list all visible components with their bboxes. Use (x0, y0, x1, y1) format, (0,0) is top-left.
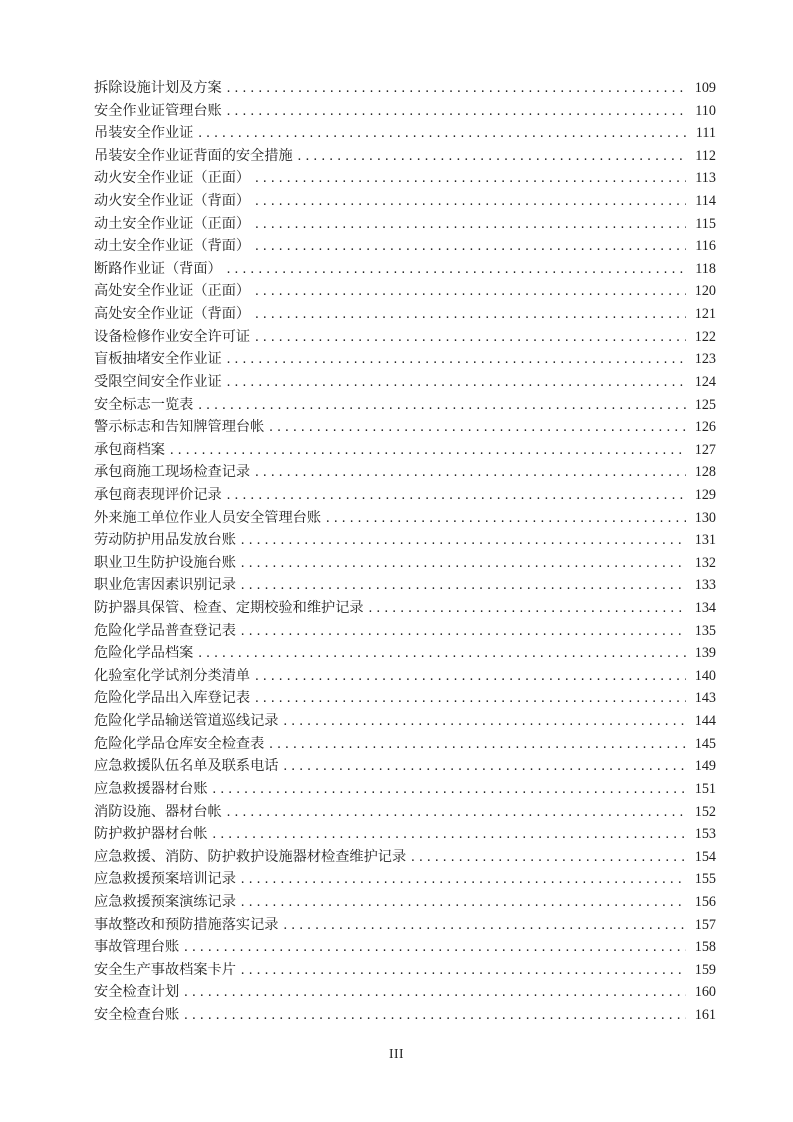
toc-entry-page: 114 (695, 193, 716, 210)
toc-leader-dots (369, 597, 686, 620)
toc-leader-dots (213, 778, 686, 801)
toc-entry-title: 危险化学品仓库安全检查表 (94, 735, 265, 752)
toc-leader-dots (241, 959, 686, 982)
toc-entry-page: 110 (695, 102, 716, 119)
toc-entry-title: 受限空间安全作业证 (94, 373, 222, 390)
footer-page-number: III (389, 1046, 404, 1061)
toc-entry[interactable] (94, 348, 716, 371)
toc-leader-dots (255, 303, 686, 326)
toc-entry-title: 化验室化学试剂分类清单 (94, 667, 251, 684)
toc-entry-title: 拆除设施计划及方案 (94, 80, 222, 96)
toc-entry-title: 危险化学品出入库登记表 (94, 690, 251, 707)
toc-leader-dots (241, 529, 686, 552)
toc-entry-title: 应急救援队伍名单及联系电话 (94, 758, 279, 775)
toc-leader-dots (255, 326, 686, 349)
toc-leader-dots (227, 77, 686, 100)
toc-entry[interactable] (94, 891, 716, 914)
toc-entry-title: 应急救援预案演练记录 (94, 893, 236, 910)
toc-entry[interactable] (94, 461, 716, 484)
toc-entry-title: 消防设施、器材台帐 (94, 803, 222, 820)
toc-entry-page: 132 (694, 554, 716, 571)
toc-entry-page: 121 (694, 306, 716, 323)
toc-entry[interactable] (94, 868, 716, 891)
toc-entry-title: 职业危害因素识别记录 (94, 577, 236, 594)
toc-entry[interactable] (94, 394, 716, 417)
toc-entry[interactable] (94, 733, 716, 756)
toc-entry-page: 155 (694, 871, 716, 888)
toc-entry-title: 应急救援器材台账 (94, 780, 208, 797)
toc-entry-page: 160 (694, 984, 716, 1001)
toc-entry[interactable] (94, 620, 716, 643)
toc-leader-dots (227, 484, 686, 507)
toc-entry[interactable] (94, 190, 716, 213)
toc-entry[interactable] (94, 100, 716, 123)
toc-entry-title: 事故整改和预防措施落实记录 (94, 916, 279, 933)
toc-entry[interactable] (94, 1004, 716, 1027)
toc-entry-page: 134 (694, 600, 716, 617)
toc-entry-title: 应急救援、消防、防护救护设施器材检查维护记录 (94, 848, 407, 865)
toc-entry-page: 139 (694, 645, 716, 662)
toc-entry-page: 156 (694, 893, 716, 910)
toc-leader-dots (241, 891, 686, 914)
toc-entry-title: 外来施工单位作业人员安全管理台账 (94, 509, 322, 526)
toc-entry[interactable] (94, 416, 716, 439)
toc-entry-page: 159 (694, 961, 716, 978)
toc-entry-title: 高处安全作业证（正面） (94, 283, 251, 300)
toc-entry-title: 危险化学品普查登记表 (94, 622, 236, 639)
toc-entry-page: 123 (694, 351, 716, 368)
toc-leader-dots (184, 936, 686, 959)
toc-entry[interactable] (94, 936, 716, 959)
toc-entry-page: 157 (694, 916, 716, 933)
toc-leader-dots (198, 122, 686, 145)
toc-entry-page: 161 (694, 1006, 716, 1023)
toc-entry-page: 131 (694, 532, 716, 549)
toc-entry-title: 承包商档案 (94, 441, 165, 458)
toc-entry-page: 158 (694, 939, 716, 956)
toc-leader-dots (255, 235, 686, 258)
toc-entry[interactable] (94, 801, 716, 824)
toc-entry-page: 144 (694, 713, 716, 730)
toc-leader-dots (255, 687, 686, 710)
toc-entry-title: 盲板抽堵安全作业证 (94, 351, 222, 368)
toc-entry-title: 安全标志一览表 (94, 396, 194, 413)
toc-entry-page: 152 (694, 803, 716, 820)
toc-entry[interactable] (94, 755, 716, 778)
toc-entry[interactable] (94, 823, 716, 846)
toc-entry-page: 118 (695, 260, 716, 277)
toc-entry-title: 动土安全作业证（背面） (94, 238, 251, 255)
toc-entry-title: 高处安全作业证（背面） (94, 306, 251, 323)
toc-leader-dots (255, 190, 686, 213)
toc-entry-title: 职业卫生防护设施台账 (94, 554, 236, 571)
toc-entry-page: 112 (695, 147, 716, 164)
toc-leader-dots (411, 846, 686, 869)
toc-entry[interactable] (94, 552, 716, 575)
toc-entry[interactable] (94, 326, 716, 349)
toc-entry[interactable] (94, 122, 716, 145)
toc-entry[interactable] (94, 145, 716, 168)
toc-leader-dots (198, 394, 686, 417)
toc-entry[interactable] (94, 846, 716, 869)
toc-leader-dots (269, 416, 686, 439)
toc-entry[interactable] (94, 167, 716, 190)
toc-leader-dots (269, 733, 686, 756)
toc-entry-title: 设备检修作业安全许可证 (94, 328, 251, 345)
toc-entry-page: 145 (694, 735, 716, 752)
toc-entry[interactable] (94, 371, 716, 394)
toc-entry-page: 125 (694, 396, 716, 413)
toc-entry-title: 安全作业证管理台账 (94, 102, 222, 119)
toc-entry-title: 事故管理台账 (94, 939, 180, 956)
toc-entry[interactable] (94, 597, 716, 620)
toc-entry-page: 133 (694, 577, 716, 594)
toc-entry-page: 153 (694, 826, 716, 843)
toc-entry-page: 113 (695, 170, 716, 187)
toc-leader-dots (227, 801, 686, 824)
toc-entry[interactable] (94, 959, 716, 982)
toc-entry-page: 127 (694, 441, 716, 458)
toc-entry-title: 承包商表现评价记录 (94, 486, 222, 503)
toc-entry-page: 124 (694, 373, 716, 390)
toc-entry[interactable] (94, 213, 716, 236)
toc-entry-page: 120 (694, 283, 716, 300)
toc-leader-dots (241, 574, 686, 597)
toc-leader-dots (227, 371, 686, 394)
toc-entry[interactable] (94, 303, 716, 326)
toc-entry[interactable] (94, 258, 716, 281)
toc-entry-page: 149 (694, 758, 716, 775)
toc-entry-page: 143 (694, 690, 716, 707)
toc-leader-dots (255, 665, 686, 688)
toc-entry-page: 130 (694, 509, 716, 526)
toc-entry-title: 吊装安全作业证背面的安全措施 (94, 147, 293, 164)
toc-entry[interactable] (94, 77, 716, 100)
toc-entry-title: 危险化学品档案 (94, 645, 194, 662)
toc-entry-title: 危险化学品输送管道巡线记录 (94, 713, 279, 730)
toc-entry[interactable] (94, 439, 716, 462)
toc-entry[interactable] (94, 574, 716, 597)
toc-leader-dots (255, 280, 686, 303)
toc-entry-title: 动土安全作业证（正面） (94, 215, 251, 232)
toc-entry-page: 128 (694, 464, 716, 481)
toc-leader-dots (184, 981, 686, 1004)
toc-entry-title: 安全生产事故档案卡片 (94, 961, 236, 978)
toc-entry-title: 承包商施工现场检查记录 (94, 464, 251, 481)
table-of-contents (94, 77, 716, 1027)
toc-entry-title: 防护救护器材台帐 (94, 826, 208, 843)
toc-entry[interactable] (94, 484, 716, 507)
toc-leader-dots (227, 258, 686, 281)
toc-entry-page: 115 (695, 215, 716, 232)
toc-entry-page: 135 (694, 622, 716, 639)
toc-leader-dots (298, 145, 686, 168)
toc-entry-title: 吊装安全作业证 (94, 125, 194, 142)
toc-entry-page: 122 (694, 328, 716, 345)
toc-leader-dots (227, 100, 686, 123)
toc-entry-page: 111 (695, 125, 716, 142)
toc-entry[interactable] (94, 507, 716, 530)
toc-leader-dots (227, 348, 686, 371)
toc-entry-page: 109 (694, 80, 716, 96)
toc-leader-dots (213, 823, 686, 846)
toc-leader-dots (283, 914, 686, 937)
toc-entry[interactable] (94, 235, 716, 258)
toc-entry[interactable] (94, 665, 716, 688)
toc-entry[interactable] (94, 529, 716, 552)
toc-leader-dots (255, 213, 686, 236)
toc-leader-dots (170, 439, 686, 462)
toc-entry-page: 151 (694, 780, 716, 797)
toc-leader-dots (241, 552, 686, 575)
toc-leader-dots (255, 167, 686, 190)
toc-leader-dots (241, 620, 686, 643)
toc-entry[interactable] (94, 642, 716, 665)
toc-entry-page: 116 (695, 238, 716, 255)
toc-entry-page: 140 (694, 667, 716, 684)
toc-leader-dots (326, 507, 686, 530)
toc-leader-dots (198, 642, 686, 665)
toc-entry-title: 警示标志和告知牌管理台帐 (94, 419, 265, 436)
toc-entry[interactable] (94, 914, 716, 937)
toc-entry[interactable] (94, 687, 716, 710)
toc-entry-title: 动火安全作业证（正面） (94, 170, 251, 187)
toc-leader-dots (184, 1004, 686, 1027)
toc-entry-title: 断路作业证（背面） (94, 260, 222, 277)
toc-leader-dots (255, 461, 686, 484)
toc-entry-title: 应急救援预案培训记录 (94, 871, 236, 888)
toc-entry-title: 劳动防护用品发放台账 (94, 532, 236, 549)
toc-entry-page: 126 (694, 419, 716, 436)
toc-entry-title: 动火安全作业证（背面） (94, 193, 251, 210)
toc-leader-dots (283, 755, 686, 778)
toc-entry[interactable] (94, 710, 716, 733)
toc-leader-dots (283, 710, 686, 733)
toc-entry[interactable] (94, 280, 716, 303)
toc-entry[interactable] (94, 778, 716, 801)
toc-entry[interactable] (94, 981, 716, 1004)
toc-entry-title: 安全检查台账 (94, 1006, 180, 1023)
toc-entry-title: 防护器具保管、检查、定期校验和维护记录 (94, 600, 364, 617)
toc-entry-title: 安全检查计划 (94, 984, 180, 1001)
toc-entry-page: 129 (694, 486, 716, 503)
toc-entry-page: 154 (694, 848, 716, 865)
toc-leader-dots (241, 868, 686, 891)
